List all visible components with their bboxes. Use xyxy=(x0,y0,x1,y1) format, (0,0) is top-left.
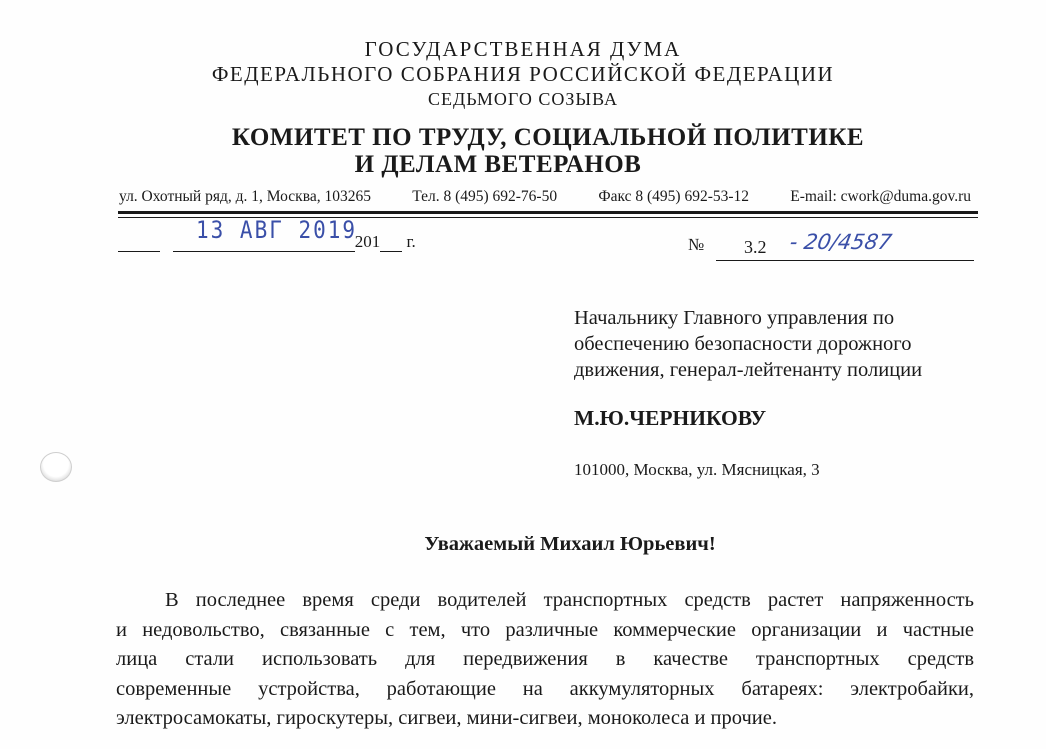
letter-body xyxy=(116,586,974,734)
committee-title-line1: КОМИТЕТ ПО ТРУДУ, СОЦИАЛЬНОЙ ПОЛИТИКЕ xyxy=(231,124,865,151)
committee-title-line2: И ДЕЛАМ ВЕТЕРАНОВ xyxy=(354,151,642,178)
number-value: 3.2 xyxy=(744,237,767,257)
recipient-name: М.Ю.ЧЕРНИКОВУ xyxy=(574,406,767,430)
number-sign: № xyxy=(688,235,705,254)
salutation: Уважаемый Михаил Юрьевич! xyxy=(424,533,716,555)
date-day-blank xyxy=(118,237,160,252)
letter-body-line: современные устройства, работающие на аккумуляторных батареях: электробайки, xyxy=(116,677,974,700)
contacts-phone: Тел. 8 (495) 692-76-50 xyxy=(412,188,558,205)
letter-body-line: электросамокаты, гироскутеры, сигвеи, мини-сигвеи, моноколеса и прочие. xyxy=(116,707,777,729)
recipient-title-line2: обеспечению безопасности дорожного xyxy=(574,333,912,355)
recipient-title xyxy=(574,305,922,383)
recipient-title-line1: Начальнику Главного управления по xyxy=(574,307,895,329)
letter-body-line: и недовольство, связанные с тем, что различные коммерческие организации и частные xyxy=(116,618,974,641)
contacts-row xyxy=(119,188,971,206)
number-handwritten: - 20/4587 xyxy=(787,230,894,254)
date-stamp: 13 АВГ 2019 xyxy=(196,216,358,244)
header-convocation: СЕДЬМОГО СОЗЫВА xyxy=(428,89,618,109)
recipient-title-line3: движения, генерал-лейтенанту полиции xyxy=(574,359,923,381)
recipient-address: 101000, Москва, ул. Мясницкая, 3 xyxy=(574,460,820,479)
letter-body-line: В последнее время среди водителей транспортных средств растет напряженность xyxy=(165,589,974,611)
header-duma: ГОСУДАРСТВЕННАЯ ДУМА xyxy=(364,37,682,61)
contacts-email: E-mail: cwork@duma.gov.ru xyxy=(790,188,971,205)
number-underline xyxy=(716,260,974,261)
date-year-prefix: 201 xyxy=(354,232,381,251)
punch-hole xyxy=(40,452,72,482)
contacts-fax: Факс 8 (495) 692-53-12 xyxy=(598,188,750,205)
header-federal-assembly: ФЕДЕРАЛЬНОГО СОБРАНИЯ РОССИЙСКОЙ ФЕДЕРАЦИИ xyxy=(211,62,835,86)
date-year-blank xyxy=(380,237,402,252)
header-divider-thick xyxy=(118,211,978,214)
letter-body-line: лица стали использовать для передвижения в качестве транспортных средств xyxy=(116,648,974,670)
contacts-address: ул. Охотный ряд, д. 1, Москва, 103265 xyxy=(119,188,371,205)
date-year-suffix: г. xyxy=(406,232,416,251)
